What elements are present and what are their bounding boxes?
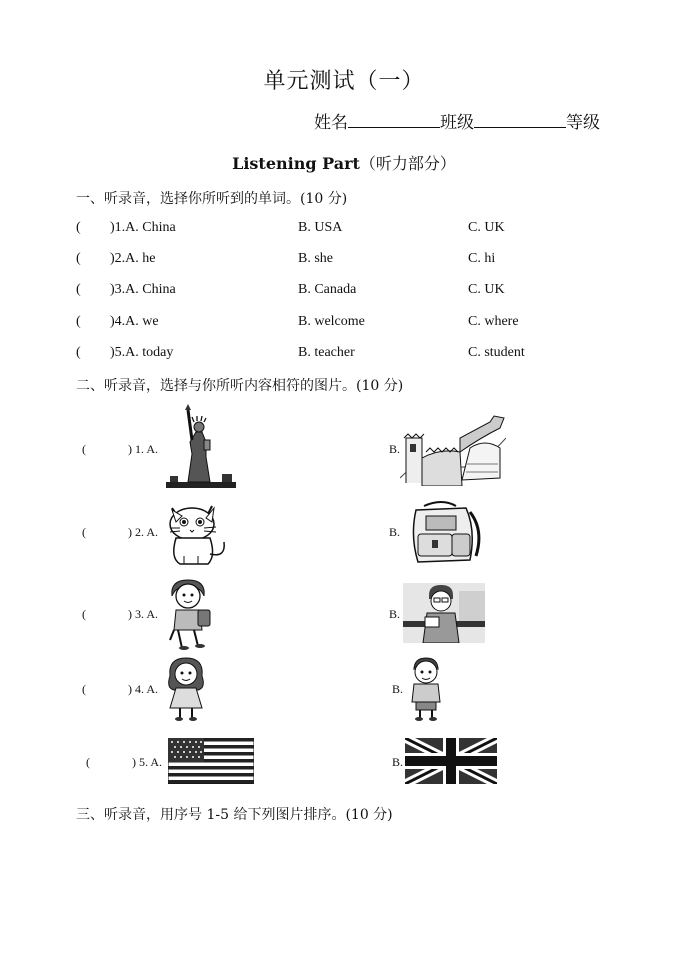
statue-of-liberty-icon: [166, 402, 236, 488]
option-c: C. hi: [468, 251, 496, 266]
answer-paren[interactable]: (: [76, 220, 81, 235]
option-a-label: ) 5. A.: [132, 755, 162, 769]
option-c: C. where: [468, 314, 519, 329]
class-blank[interactable]: [474, 111, 566, 128]
option-a: )2.A. he: [110, 251, 156, 266]
section2-heading: 二、听录音，选择与你所听内容相符的图片。(10 分): [76, 378, 404, 394]
girl-with-bag-icon: [164, 578, 214, 650]
class-label: 班级: [440, 113, 474, 133]
answer-paren[interactable]: (: [86, 755, 90, 769]
teacher-icon: [403, 583, 485, 643]
student-info-line: [314, 108, 600, 133]
question-row-5: [76, 345, 636, 365]
answer-paren[interactable]: (: [76, 314, 81, 329]
answer-paren[interactable]: (: [82, 442, 86, 456]
option-b: B. USA: [298, 220, 343, 235]
option-a: )3.A. China: [110, 282, 176, 297]
option-b-label: B.: [389, 525, 401, 539]
question-row-1: [76, 220, 636, 240]
answer-paren[interactable]: (: [82, 682, 86, 696]
name-label: 姓名: [314, 113, 348, 133]
option-b-label: B.: [392, 755, 404, 769]
option-a-label: ) 4. A.: [128, 682, 158, 696]
grade-label: 等级: [566, 113, 600, 133]
option-c: C. UK: [468, 220, 505, 235]
option-b-label: B.: [389, 442, 401, 456]
backpack-icon: [404, 500, 484, 566]
answer-paren[interactable]: (: [76, 345, 81, 360]
part-subtitle: [0, 151, 688, 174]
option-a-label: ) 2. A.: [128, 525, 158, 539]
great-wall-icon: [400, 408, 506, 486]
answer-paren[interactable]: (: [76, 282, 81, 297]
option-c: C. student: [468, 345, 525, 360]
section1-heading: 一、听录音，选择你所听到的单词。(10 分): [76, 191, 348, 207]
option-b-label: B.: [392, 682, 404, 696]
section3-heading: 三、听录音，用序号 1-5 给下列图片排序。(10 分): [76, 807, 393, 823]
name-blank[interactable]: [348, 111, 440, 128]
cat-icon: [162, 498, 232, 568]
answer-paren[interactable]: (: [76, 251, 81, 266]
option-a: )4.A. we: [110, 314, 159, 329]
answer-paren[interactable]: (: [82, 607, 86, 621]
question-row-4: [76, 314, 636, 334]
option-a: )1.A. China: [110, 220, 176, 235]
boy-icon: [408, 656, 444, 722]
option-b: B. Canada: [298, 282, 357, 297]
option-a-label: ) 3. A.: [128, 607, 158, 621]
girl-icon: [166, 656, 206, 722]
question-row-2: [76, 251, 636, 271]
subtitle-en: Listening Part: [232, 154, 360, 173]
option-c: C. UK: [468, 282, 505, 297]
usa-flag-icon: [168, 738, 254, 784]
option-a: )5.A. today: [110, 345, 174, 360]
uk-flag-icon: [405, 738, 497, 784]
option-b: B. teacher: [298, 345, 355, 360]
answer-paren[interactable]: (: [82, 525, 86, 539]
subtitle-cn: （听力部分）: [359, 154, 456, 173]
option-b-label: B.: [389, 607, 401, 621]
page-title: 单元测试（一）: [263, 69, 425, 94]
option-b: B. welcome: [298, 314, 365, 329]
option-b: B. she: [298, 251, 333, 266]
question-row-3: [76, 282, 636, 302]
option-a-label: ) 1. A.: [128, 442, 158, 456]
